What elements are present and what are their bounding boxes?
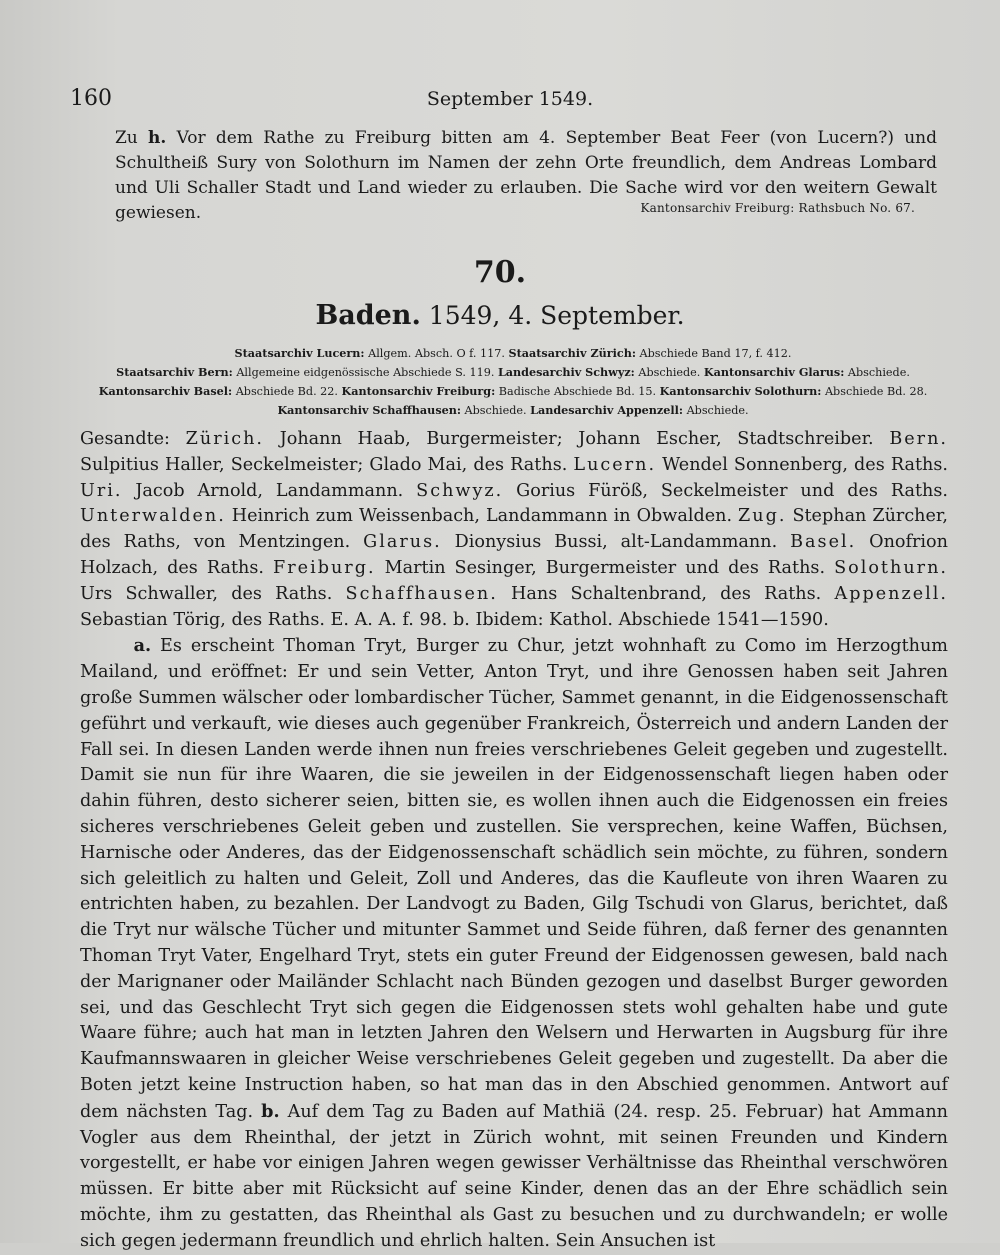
envoy-text: Sebastian Törig, des Raths. E. A. A. f. 98. b. bbox=[80, 609, 476, 630]
archive-name: Landesarchiv Appenzell: bbox=[530, 403, 684, 417]
archive-name: Kantonsarchiv Schaffhausen: bbox=[277, 403, 461, 417]
archive-line bbox=[73, 401, 953, 420]
envoy-text: Hans Schaltenbrand, des Raths. bbox=[497, 583, 835, 604]
paragraph-text: Es erscheint Thoman Tryt, Burger zu Chur, jetzt wohnhaft zu Como im Herzogthum Mailand, und eröffnet: Er und sein Vetter, Anton Tryt, und ihre Genossen haben seit Jahren große Summen wälscher oder lombardischer Tücher, Sammet genannt, in die Eidgenossenschaft geführt und verkauft, wie dieses auch gegenüber Frankreich, Österreich und andern Landen der Fall sei. In diesen Landen werde ihnen nun freies verschriebenes Geleit gegeben und zugestellt. Damit sie nun für ihre Waaren, die sie jeweilen in der Eidgenossenschaft liegen haben oder dahin führen, desto sicherer seien, bitten sie, es wollen ihnen auch die Eidgenossen ein freies sicheres verschriebenes Geleit geben und zustellen. Sie versprechen, keine Waffen, Büchsen, Harnische oder Anderes, das der Eidgenossenschaft schädlich sein möchte, zu führen, sondern sich geleitlich zu halten und Geleit, Zoll und Anderes, das die Kaufleute von ihren Waaren zu entrichten haben, zu bezahlen. Der Landvogt zu Baden, Gilg Tschudi von Glarus, berichtet, daß die Tryt nur wälsche Tücher und mitunter Sammet und Seide führen, daß ferner des genannten Thoman Tryt Vater, Engelhard Tryt, stets ein guter Freund der Eidgenossen gewesen, bald nach der Marignaner oder Mailänder Schlacht nach Bünden gezogen und daselbst Burger geworden sei, und das Geschlecht Tryt sich gegen die Eidgenossen stets wohl gehalten habe und gute Waare führe; auch hat man in letzten Jahren den Welsern und Herwarten in Augsburg für ihre Kaufmannswaaren in gleicher Weise verschriebenes Geleit gegeben und zugestellt. Da aber die Boten jetzt keine Instruction haben, so hat man das in den Abschied genommen. Antwort auf dem nächsten Tag. bbox=[80, 636, 948, 1122]
archive-ref: Allgemeine eidgenössische Abschiede S. 119. bbox=[232, 366, 498, 379]
entry-number: 70. bbox=[473, 255, 527, 290]
entry-place: Baden. bbox=[315, 300, 421, 331]
archive-sources bbox=[73, 344, 953, 420]
archive-name: Staatsarchiv Lucern: bbox=[234, 346, 365, 360]
envoy-text: Jacob Arnold, Landammann. bbox=[122, 480, 417, 501]
archive-name: Staatsarchiv Zürich: bbox=[508, 346, 636, 360]
page-number: 160 bbox=[70, 86, 112, 111]
canton-name: Zug. bbox=[738, 506, 787, 527]
canton-name: Basel. bbox=[790, 532, 857, 553]
archive-name: Kantonsarchiv Freiburg: bbox=[341, 384, 496, 398]
paragraph-text: Auf dem Tag zu Baden auf Mathiä (24. resp. 25. Februar) hat Ammann Vogler aus dem Rheinthal, der jetzt in Zürich wohnt, mit seinen Freunden und Kindern vorgestellt, er habe vor einigen Jahren wegen gewisser Verhältnisse das Rheinthal verschwören müssen. Er bitte aber mit Rücksicht auf seine Kinder, denen das an der Ehre schädlich sein möchte, ihm zu gestatten, das Rheinthal als Gast zu besuchen und zu durchwandeln; er wolle sich gegen jedermann freundlich und ehrlich halten. Sein Ansuchen ist bbox=[80, 1101, 948, 1251]
envoy-text: Urs Schwaller, des Raths. bbox=[80, 583, 346, 604]
archive-name: Landesarchiv Schwyz: bbox=[497, 365, 635, 379]
note-lead: Zu bbox=[115, 128, 149, 148]
archive-ref: Badische Abschiede Bd. 15. bbox=[495, 385, 660, 398]
envoy-text: Sulpitius Haller, Seckelmeister; Glado Mai, des Raths. bbox=[80, 454, 574, 475]
archive-ref: Abschiede Bd. 28. bbox=[821, 385, 928, 398]
archive-line bbox=[73, 344, 953, 363]
envoy-text: Stephan Zürcher, des Raths, von Mentzingen. bbox=[80, 506, 948, 553]
note-text: Vor dem Rathe zu Freiburg bitten am 4. September Beat Feer (von Lucern?) und Schultheiß Sury von Solothurn im Namen der zehn Orte freundlich, dem Andreas Lombard und Uli Schaller Stadt und Land wieder zu erlauben. Die Sache wird vor den weitern Gewalt gewiesen. bbox=[115, 128, 937, 223]
entry-date: 4. September. bbox=[508, 301, 685, 330]
canton-name: Uri. bbox=[80, 480, 123, 501]
archive-name: Kantonsarchiv Solothurn: bbox=[659, 384, 822, 398]
archive-ref: Abschiede. bbox=[683, 404, 749, 417]
envoys-paragraph bbox=[80, 427, 948, 633]
paragraph-a bbox=[80, 633, 948, 1254]
canton-name: Schwyz. bbox=[416, 480, 504, 501]
archive-ref: Abschiede Bd. 22. bbox=[232, 385, 342, 398]
archive-line bbox=[73, 363, 953, 382]
archive-ref: Abschiede. bbox=[461, 404, 531, 417]
archive-ref: Abschiede. bbox=[844, 366, 910, 379]
archive-name: Kantonsarchiv Basel: bbox=[98, 384, 233, 398]
canton-name: Solothurn. bbox=[834, 557, 948, 578]
canton-name: Bern. bbox=[889, 429, 948, 449]
entry-year: 1549, bbox=[428, 301, 501, 330]
ibidem-ref: Ibidem: Kathol. Abschiede 1541—1590. bbox=[475, 609, 829, 630]
canton-name: Appenzell. bbox=[834, 583, 948, 604]
running-head: September 1549. bbox=[426, 88, 594, 110]
note-source: Kantonsarchiv Freiburg: Rathsbuch No. 67. bbox=[640, 201, 915, 215]
envoy-text: Dionysius Bussi, alt-Landammann. bbox=[441, 532, 791, 553]
canton-name: Zürich. bbox=[185, 429, 265, 449]
archive-ref: Abschiede. bbox=[634, 366, 704, 379]
canton-name: Schaffhausen. bbox=[345, 583, 498, 604]
envoys-label: Gesandte: bbox=[80, 429, 186, 449]
envoy-text: Heinrich zum Weissenbach, Landammann in Obwalden. bbox=[225, 506, 739, 527]
archive-name: Kantonsarchiv Glarus: bbox=[703, 365, 845, 379]
envoy-text: Wendel Sonnenberg, des Raths. bbox=[656, 454, 948, 475]
canton-name: Lucern. bbox=[573, 454, 657, 475]
archive-name: Staatsarchiv Bern: bbox=[116, 365, 233, 379]
entry-heading bbox=[0, 300, 1000, 331]
paragraph-marker: b. bbox=[261, 1100, 280, 1122]
canton-name: Freiburg. bbox=[273, 557, 376, 578]
envoy-text: Gorius Füröß, Seckelmeister und des Raths. bbox=[503, 480, 948, 501]
envoy-text: Onofrion Holzach, des Raths. bbox=[80, 532, 948, 578]
note-marker: h. bbox=[148, 128, 167, 148]
archive-line bbox=[73, 382, 953, 401]
archive-ref: Abschiede Band 17, f. 412. bbox=[635, 347, 792, 360]
main-text bbox=[80, 427, 948, 1255]
archive-ref: Allgem. Absch. O f. 117. bbox=[364, 347, 509, 360]
paragraph-marker: a. bbox=[133, 635, 152, 657]
page-header bbox=[70, 86, 950, 116]
canton-name: Glarus. bbox=[363, 532, 442, 553]
envoy-text: Martin Sesinger, Burgermeister und des Raths. bbox=[375, 557, 835, 578]
envoy-text: Johann Haab, Burgermeister; Johann Escher, Stadtschreiber. bbox=[264, 429, 890, 449]
canton-name: Unterwalden. bbox=[80, 506, 226, 527]
